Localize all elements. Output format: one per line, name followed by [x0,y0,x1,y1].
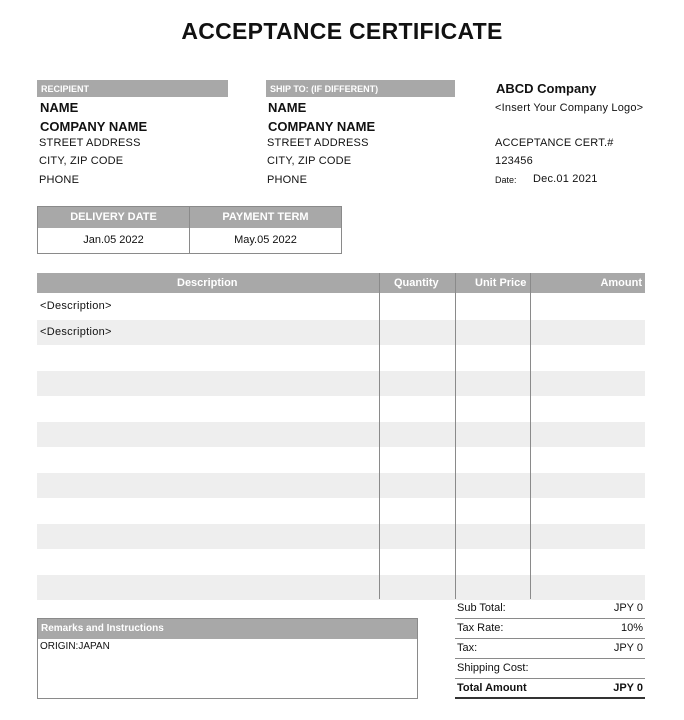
table-row[interactable] [37,498,645,523]
delivery-date-label: DELIVERY DATE [38,207,189,228]
totals-label: Sub Total: [457,602,506,614]
header-quantity: Quantity [394,277,439,289]
totals-row [455,599,645,619]
ship-to-phone[interactable]: PHONE [267,174,308,186]
header-amount: Amount [600,277,642,289]
totals-row [455,639,645,659]
table-row[interactable] [37,524,645,549]
recipient-city[interactable]: CITY, ZIP CODE [39,155,124,167]
document-title: ACCEPTANCE CERTIFICATE [181,18,503,44]
company-name[interactable]: ABCD Company [496,81,597,96]
recipient-phone[interactable]: PHONE [39,174,80,186]
cert-number-label: ACCEPTANCE CERT.# [495,137,614,149]
ship-to-city[interactable]: CITY, ZIP CODE [267,155,352,167]
totals-row [455,659,645,679]
date-value[interactable]: Dec.01 2021 [533,173,598,185]
items-header [37,273,645,293]
table-row[interactable] [37,422,645,447]
payment-term-label: PAYMENT TERM [190,207,341,228]
item-description[interactable]: <Description> [40,325,112,338]
terms-divider [189,207,190,253]
ship-to-name[interactable]: NAME [268,100,307,115]
table-row[interactable] [37,473,645,498]
recipient-company[interactable]: COMPANY NAME [40,119,148,134]
recipient-name[interactable]: NAME [40,100,79,115]
item-description[interactable]: <Description> [40,300,112,312]
ship-to-company[interactable]: COMPANY NAME [268,119,376,134]
table-row[interactable] [37,345,645,370]
company-logo-placeholder[interactable]: <Insert Your Company Logo> [495,102,644,114]
cert-number[interactable]: 123456 [495,155,533,167]
terms-box [37,206,342,254]
ship-to-header: SHIP TO: (IF DIFFERENT) [266,80,455,97]
recipient-street[interactable]: STREET ADDRESS [39,137,141,149]
totals-row [455,619,645,639]
totals-value[interactable]: 10% [620,622,643,634]
ship-to-street[interactable]: STREET ADDRESS [267,137,369,149]
remarks-text[interactable]: ORIGIN:JAPAN [40,641,110,652]
totals-row [455,679,645,699]
delivery-date-value[interactable]: Jan.05 2022 [83,234,144,246]
totals-label: Tax Rate: [457,622,504,634]
totals-value[interactable]: JPY 0 [613,602,643,614]
table-row[interactable] [37,575,645,600]
totals-label: Tax: [457,642,478,654]
payment-term-value[interactable]: May.05 2022 [234,234,297,246]
table-row[interactable] [37,294,645,319]
table-row[interactable] [37,396,645,421]
totals-value[interactable]: JPY 0 [613,642,643,654]
totals-label: Total Amount [457,682,527,694]
header-description: Description [177,277,238,289]
table-row[interactable] [37,371,645,396]
table-row[interactable] [37,320,645,345]
totals-label: Shipping Cost: [457,662,529,674]
header-unit-price: Unit Price [475,277,527,289]
column-divider [455,273,456,599]
recipient-header: RECIPIENT [37,80,228,97]
column-divider [379,273,380,599]
remarks-header: Remarks and Instructions [38,619,417,639]
table-row[interactable] [37,549,645,574]
column-divider [530,273,531,599]
date-label: Date: [495,175,517,185]
remarks-box [37,618,418,699]
table-row[interactable] [37,447,645,472]
totals-value[interactable]: JPY 0 [613,682,643,694]
